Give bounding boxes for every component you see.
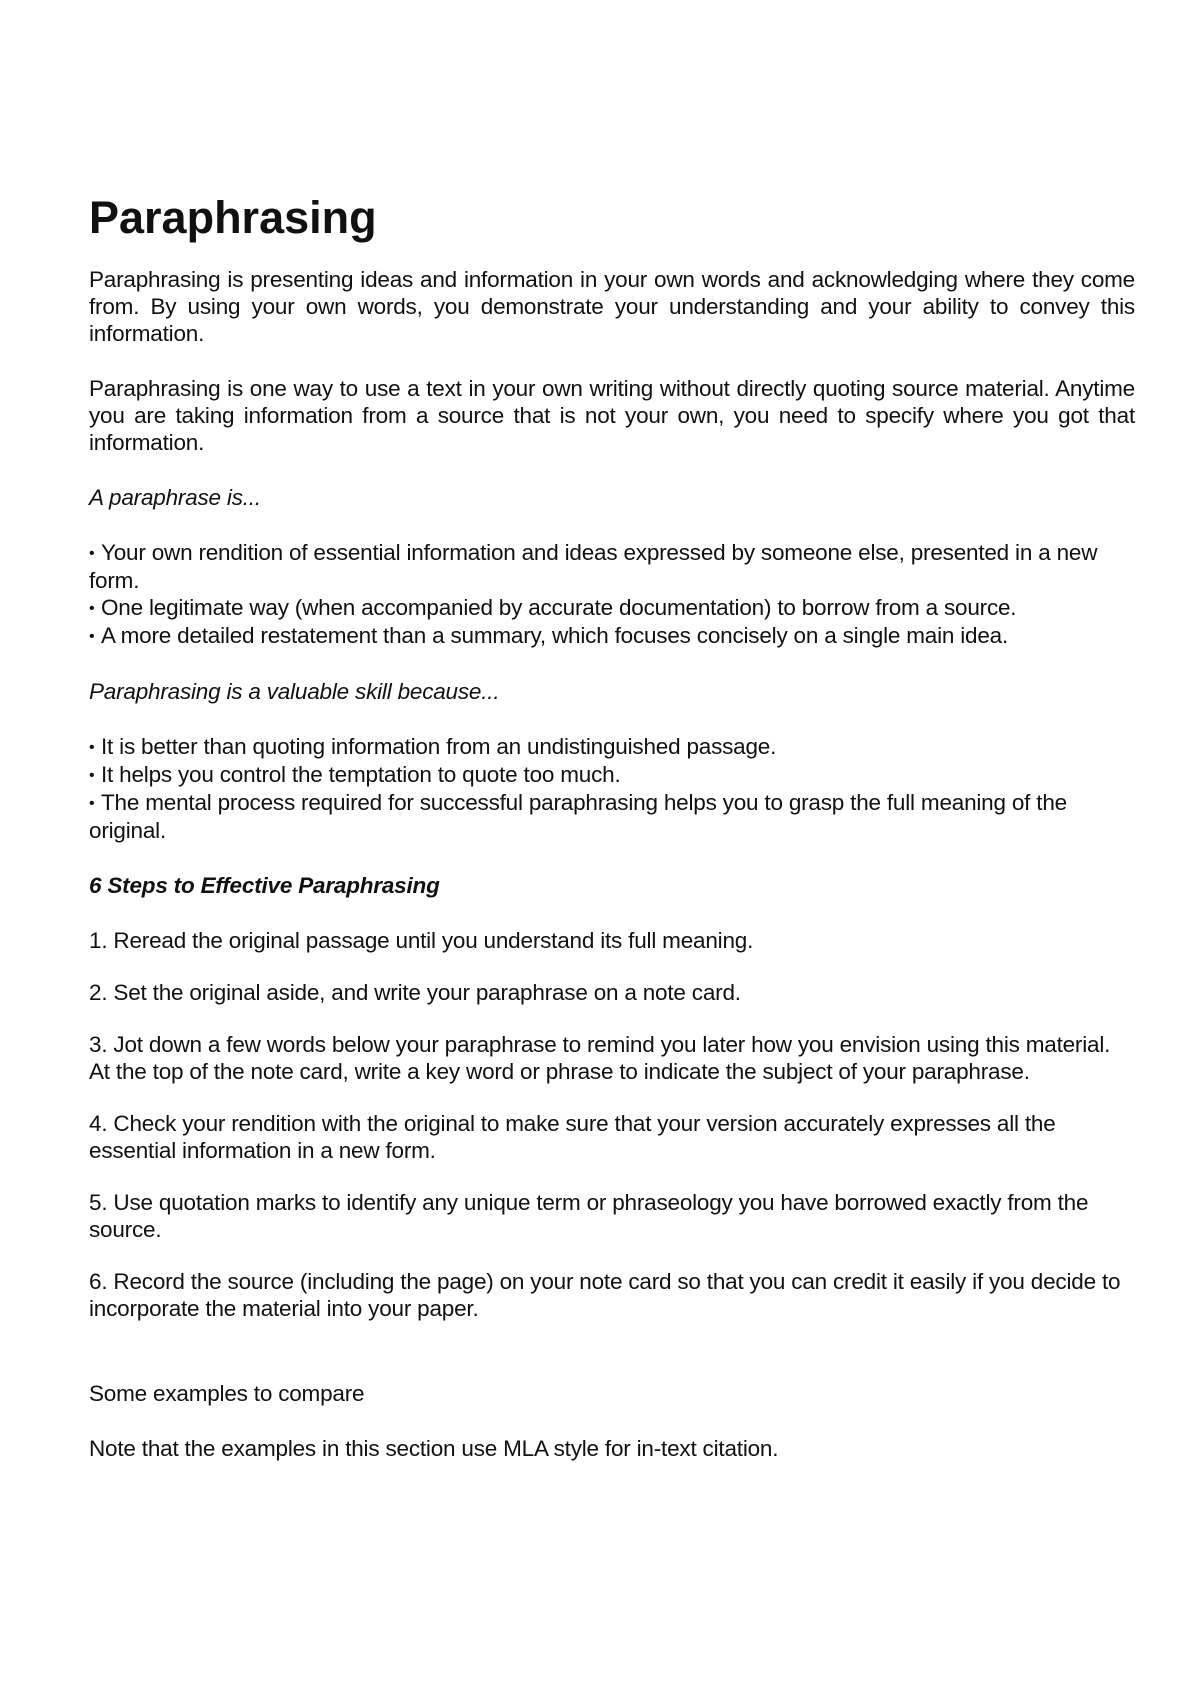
bullet-icon: • — [89, 767, 95, 784]
bullet-icon: • — [89, 795, 95, 812]
step-3: 3. Jot down a few words below your paraphrase to remind you later how you envision using this material. At the top of the note card, write a key word or phrase to indicate the subject of your paraphrase. — [89, 1032, 1111, 1084]
list-item-text: It helps you control the temptation to quote too much. — [101, 762, 621, 787]
list-item — [89, 539, 1135, 594]
list-item-text: A more detailed restatement than a summary, which focuses concisely on a single main idea. — [101, 623, 1009, 648]
paraphrase-is-heading: A paraphrase is... — [89, 485, 261, 510]
list-item — [89, 622, 1135, 650]
list-item — [89, 733, 1135, 761]
valuable-skill-list — [89, 733, 1135, 844]
list-item — [89, 789, 1135, 844]
list-item-text: Your own rendition of essential information and ideas expressed by someone else, presented in a new form. — [89, 540, 1098, 593]
bullet-icon: • — [89, 739, 95, 756]
examples-note: Note that the examples in this section use MLA style for in-text citation. — [89, 1436, 779, 1461]
list-item — [89, 594, 1135, 622]
intro-paragraph-1: Paraphrasing is presenting ideas and information in your own words and acknowledging where they come from. By using your own words, you demonstrate your understanding and your ability to convey this information. — [89, 267, 1135, 346]
steps-heading: 6 Steps to Effective Paraphrasing — [89, 873, 440, 898]
step-6: 6. Record the source (including the page) on your note card so that you can credit it easily if you decide to incorporate the material into your paper. — [89, 1269, 1121, 1321]
page-title: Paraphrasing — [89, 192, 377, 243]
intro-paragraph-2: Paraphrasing is one way to use a text in your own writing without directly quoting source material. Anytime you are taking information from a source that is not your own, you need to specify where you got that information. — [89, 376, 1135, 455]
bullet-icon: • — [89, 628, 95, 645]
valuable-skill-heading: Paraphrasing is a valuable skill because... — [89, 679, 500, 704]
examples-heading: Some examples to compare — [89, 1381, 365, 1406]
step-5: 5. Use quotation marks to identify any unique term or phraseology you have borrowed exactly from the source. — [89, 1190, 1089, 1242]
bullet-icon: • — [89, 600, 95, 617]
bullet-icon: • — [89, 545, 95, 562]
paraphrase-is-list — [89, 539, 1135, 650]
list-item-text: The mental process required for successful paraphrasing helps you to grasp the full meaning of the original. — [89, 790, 1067, 843]
document-page — [89, 190, 1135, 1462]
step-2: 2. Set the original aside, and write your paraphrase on a note card. — [89, 980, 741, 1005]
step-1: 1. Reread the original passage until you understand its full meaning. — [89, 928, 754, 953]
list-item-text: It is better than quoting information from an undistinguished passage. — [101, 734, 777, 759]
list-item-text: One legitimate way (when accompanied by accurate documentation) to borrow from a source. — [101, 595, 1017, 620]
list-item — [89, 761, 1135, 789]
step-4: 4. Check your rendition with the original to make sure that your version accurately expresses all the essential information in a new form. — [89, 1111, 1056, 1163]
